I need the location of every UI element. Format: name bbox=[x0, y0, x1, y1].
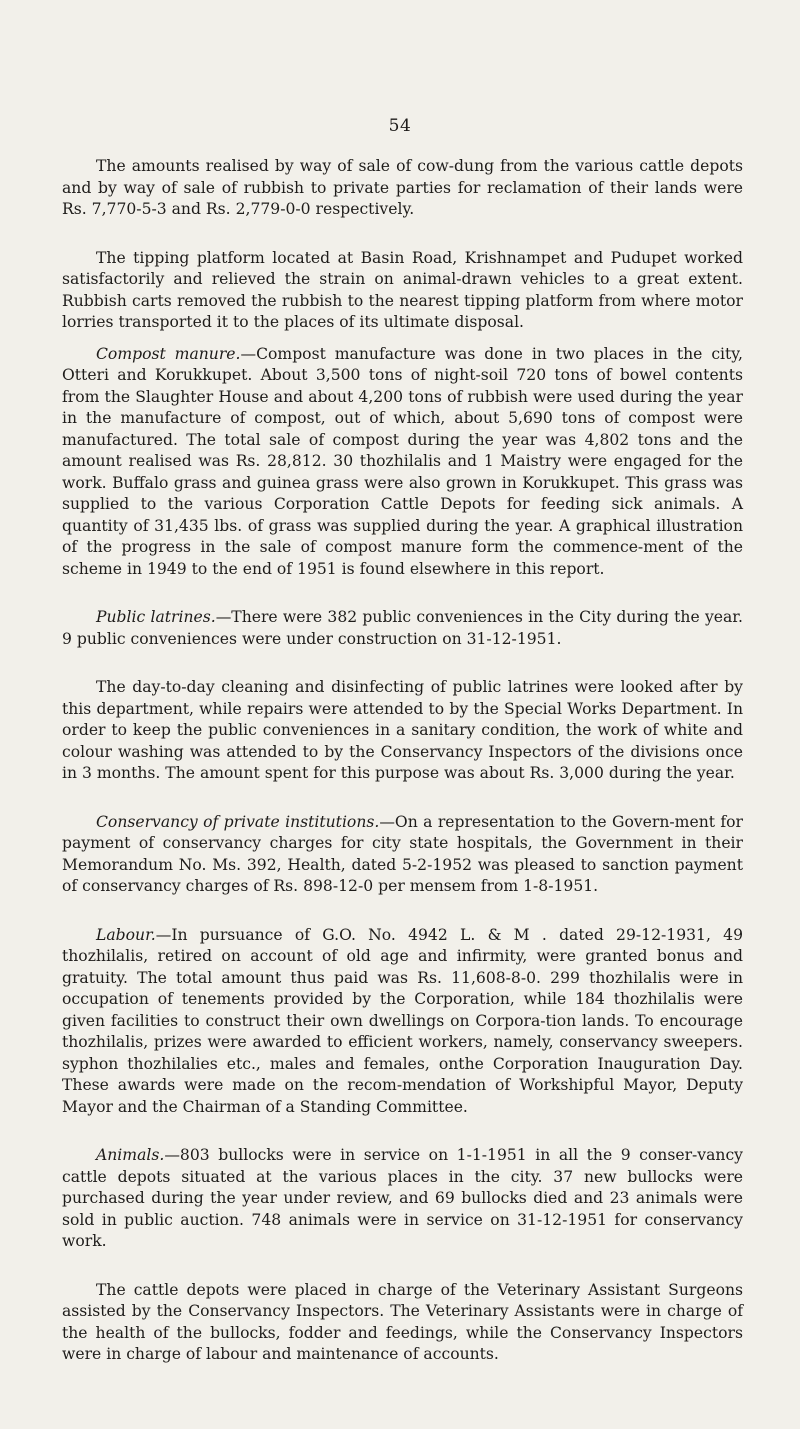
section-heading: Conservancy of private institutions. bbox=[96, 812, 380, 831]
paragraph-text: —Compost manufacture was done in two places in the city, Otteri and Korukkupet. About 3,500 tons of night-soil 720 tons of bowel contents from the Slaughter House and about 4,200 tons of rubbish were used during the year in the manufacture of compost, out of which, about 5,690 tons of compost were manufactured. The total sale of compost during the year was 4,802 tons and the amount realised was Rs. 28,812. 30 thozhilalis and 1 Maistry were engaged for the work. Buffalo grass and guinea grass were also grown in Korukkupet. This grass was supplied to the various Corporation Cattle Depots for feeding sick animals. A quantity of 31,435 lbs. of grass was supplied during the year. A graphical illustration of the progress in the sale of compost manure form the commence-ment of the scheme in 1949 to the end of 1951 is found elsewhere in this report. bbox=[62, 344, 744, 578]
paragraph-cattle-depots bbox=[62, 1280, 743, 1366]
page-number: 54 bbox=[388, 116, 412, 136]
section-heading: Labour. bbox=[96, 925, 156, 944]
paragraph-compost-manure bbox=[62, 344, 743, 581]
paragraph-text: —On a representation to the Govern-ment for payment of conservancy charges for city state hospitals, the Government in their Memorandum No. Ms. 392, Health, dated 5-2-1952 was pleased to sanction payment of conservancy charges of Rs. 898-12-0 per mensem from 1-8-1951. bbox=[62, 812, 743, 895]
paragraph-text: The day-to-day cleaning and disinfecting of public latrines were looked after by this department, while repairs were attended to by the Special Works Department. In order to keep the public conveniences in a sanitary condition, the work of white and colour washing was attended to by the Conservancy Inspectors of the divisions once in 3 months. The amount spent for this purpose was about Rs. 3,000 during the year. bbox=[62, 678, 743, 782]
paragraph-public-latrines bbox=[62, 607, 743, 650]
page-body bbox=[62, 156, 743, 1393]
paragraph-animals bbox=[62, 1145, 743, 1253]
paragraph-text: The tipping platform located at Basin Road, Krishnampet and Pudupet worked satisfactorily and relieved the strain on animal-drawn vehicles to a great extent. Rubbish carts removed the rubbish to the nearest tipping platform from where motor lorries transported it to the places of its ultimate disposal. bbox=[62, 248, 743, 331]
paragraph-text: —In pursuance of G.O. No. 4942 L. & M . dated 29-12-1931, 49 thozhilalis, retired on account of old age and infirmity, were granted bonus and gratuity. The total amount thus paid was Rs. 11,608-8-0. 299 thozhilalis were in occupation of tenements provided by the Corporation, while 184 thozhilalis were given facilities to construct their own dwellings on Corpora-tion lands. To encourage thozhilalis, prizes were awarded to efficient workers, namely, conservancy sweepers. syphon thozhilalies etc., males and females, onthe Corporation Inauguration Day. These awards were made on the recom-mendation of Workshipful Mayor, Deputy Mayor and the Chairman of a Standing Committee. bbox=[62, 925, 743, 1116]
paragraph-text: —803 bullocks were in service on 1-1-1951 in all the 9 conser-vancy cattle depots situated at the various places in the city. 37 new bullocks were purchased during the year under review, and 69 bullocks died and 23 animals were sold in public auction. 748 animals were in service on 31-12-1951 for conservancy work. bbox=[62, 1146, 743, 1250]
paragraph-text: The amounts realised by way of sale of cow-dung from the various cattle depots and by way of sale of rubbish to private parties for reclamation of their lands were Rs. 7,770-5-3 and Rs. 2,779-0-0 respectively. bbox=[62, 157, 743, 218]
paragraph-cow-dung-sales bbox=[62, 156, 743, 221]
paragraph-labour bbox=[62, 925, 743, 1119]
section-heading: Compost manure. bbox=[96, 344, 241, 363]
paragraph-conservancy-private-institutions bbox=[62, 812, 743, 898]
paragraph-latrine-cleaning bbox=[62, 677, 743, 785]
paragraph-tipping-platform bbox=[62, 248, 743, 334]
paragraph-text: The cattle depots were placed in charge of the Veterinary Assistant Surgeons assisted by the Conservancy Inspectors. The Veterinary Assistants were in charge of the health of the bullocks, fodder and feedings, while the Conservancy Inspectors were in charge of labour and maintenance of accounts. bbox=[62, 1280, 743, 1363]
section-heading: Public latrines. bbox=[96, 608, 216, 626]
paragraph-text: —There were 382 public conveniences in the City during the year. 9 public conveniences were under construction on 31-12-1951. bbox=[62, 608, 743, 648]
section-heading: Animals. bbox=[96, 1146, 165, 1164]
